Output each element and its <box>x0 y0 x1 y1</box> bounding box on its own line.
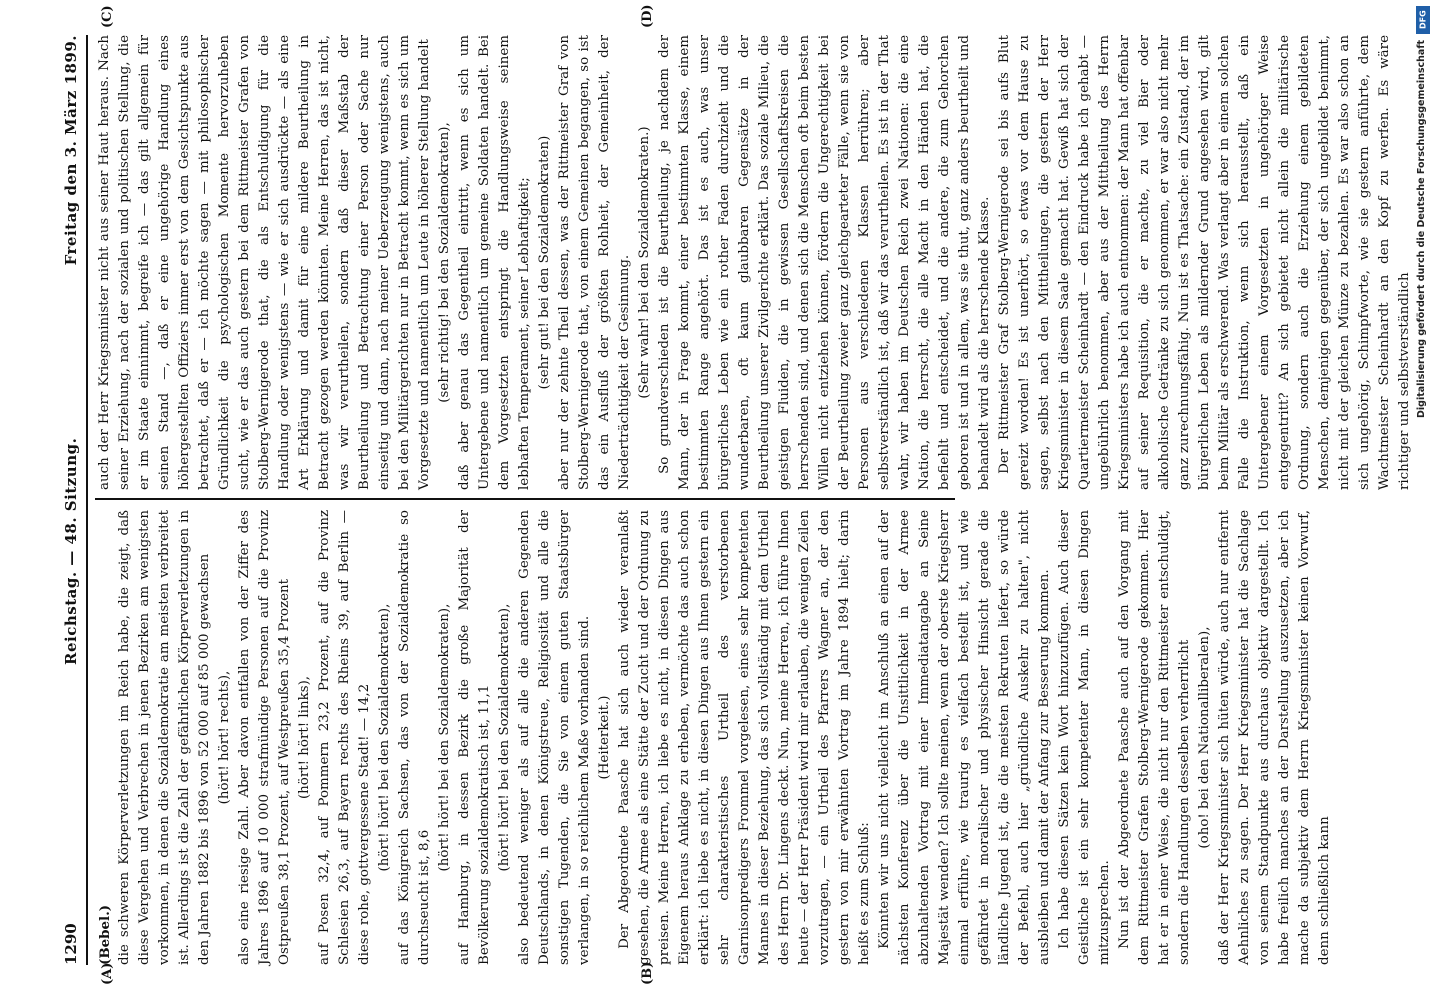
paragraph: auf Hamburg, in dessen Bezirk die große Majorität der Bevölkerung sozialdemokratisch ist, 11,1 <box>457 510 492 965</box>
paragraph: auch der Herr Kriegsminister nicht aus seiner Haut heraus. Nach seiner Erziehung, nach der sozialen und politischen Stellung, die er im Staate einnimmt, begreife ich — das gilt allgemein für seinen Stand —, daß er eine ungehörige Handlung eines höhergestellten Offiziers immer erst von dem Gesichtspunkte aus betrachtet, daß er — ich möchte sagen — mit philosophischer Gründlichkeit die psychologischen Momente hervorzuheben sucht, wie er das auch gestern bei dem Rittmeister Grafen von Stolberg-Wernigerode that, die als Entschuldigung für die Handlung oder wenigstens — wie er sich ausdrückte — als eine Art Erklärung und damit für eine mildere Beurtheilung in Betracht gezogen werden könnten. Meine Herren, das ist nicht, was wir verurtheilen, sondern daß dieser Maßstab der Beurtheilung und Betrachtung einer Person oder Sache nur einseitig und dann, nach meiner Ueberzeugung wenigstens, auch bei den Militärgerichten nur in Betracht kommt, wenn es sich um Vorgesetzte und namentlich um Leute in höherer Stellung handelt <box>97 35 432 490</box>
paragraph: Nun ist der Abgeordnete Paasche auch auf den Vorgang mit dem Rittmeister Grafen Stolberg-Wernigerode gekommen. Hier hat er in einer Weise, die nicht nur den Rittmeister entschuldigt, sondern die Handlungen desselben verherrlicht <box>1117 510 1192 965</box>
margin-mark-d: (D) <box>640 4 655 28</box>
interjection: (hört! hört! rechts), <box>217 670 232 805</box>
paragraph: aber nur der zehnte Theil dessen, was der Rittmeister Graf von Stolberg-Wernigerode that, von einem Gemeinen begangen, so ist das ein Ausfluß der größten Rohheit, der Gemeinheit, der Niederträchtigkeit der Gesinnung. <box>557 35 632 490</box>
left-column <box>95 510 1335 965</box>
interjection: (hört! hört! links), <box>297 675 312 800</box>
interjection: (Sehr wahr! bei den Sozialdemokraten.) <box>637 126 652 399</box>
margin-mark-c: (C) <box>100 5 115 28</box>
interjection: (Heiterkeit.) <box>597 695 612 780</box>
quotation: Könnten wir uns nicht vielleicht im Anschluß an einen auf der nächsten Konferenz über die Unsittlichkeit in der Armee abzuhaltenden Vortrag mit einer Immediatangabe an Seine Majestät wenden? Ich sollte meinen, wenn der oberste Kriegsherr einmal erführe, wie traurig es vielfach bestellt ist, und wie gefährdet in moralischer und physischer Hinsicht gerade die ländliche Jugend ist, die die meisten Rekruten liefert, so würde der Befehl, auch hier „gründliche Auskehr zu halten", nicht ausbleiben und damit der Anfang zur Besserung kommen. <box>877 510 1052 965</box>
interjection: (sehr richtig! bei den Sozialdemokraten), <box>437 122 452 403</box>
interjection: (hört! hört! bei den Sozialdemokraten), <box>497 603 512 872</box>
paragraph: Der Abgeordnete Paasche hat sich auch wieder veranlaßt gesehen, die Armee als eine Stätte der Zucht und der Ordnung zu preisen. Meine Herren, ich liebe es nicht, in diesen Dingen aus Eigenem heraus Anklage zu erheben, vermöchte das auch schon erklärt: ich liebe es nicht, in diesen Dingen aus Ihnen gestern ein sehr charakteristisches Urtheil des verstorbenen Garnisonpredigers Frommel vorgelesen, eines sehr kompetenten Mannes in dieser Beziehung, das sich vollständig mit dem Urtheil des Herrn Dr. Lingens deckt. Nun, meine Herren, ich führe Ihnen heute — der Herr Präsident wird mir erlauben, die wenigen Zeilen vorzutragen, — ein Urtheil des Pfarrers Wagner an, der den gestern von mir erwähnten Vortrag im Jahre 1894 hielt; darin heißt es zum Schluß: <box>617 510 872 965</box>
interjection: (hört! hört! bei den Sozialdemokraten), <box>437 603 452 872</box>
right-column <box>95 35 1412 490</box>
paragraph: auf das Königreich Sachsen, das von der Sozialdemokratie so durchseucht ist, 8,6 <box>397 510 432 965</box>
running-head: Reichstag. — 48. Sitzung. <box>62 437 80 665</box>
paragraph: daß der Herr Kriegsminister sich hüten würde, auch nur entfernt Aehnliches zu sagen. Der Herr Kriegsminister hat die Sachlage von seinem Standpunkte aus durchaus objektiv dargestellt. Ich habe freilich manches an der Darstellung auszusetzen, aber ich mache da subjektiv dem Herrn Kriegsminister keinen Vorwurf, denn schließlich kann <box>1217 510 1332 965</box>
speaker-label: (Bebel.) <box>97 904 113 965</box>
interjection: (oho! bei den Nationalliberalen), <box>1197 626 1212 849</box>
paragraph: Ich habe diesen Sätzen kein Wort hinzuzufügen. Auch dieser Geistliche ist ein sehr kompetenter Mann, in diesen Dingen mitzusprechen. <box>1057 510 1112 965</box>
dfg-logo: DFG <box>1416 6 1430 34</box>
paragraph: daß aber genau das Gegentheil eintritt, wenn es sich um Untergebene und namentlich um gemeine Soldaten handelt. Bei dem Vorgesetzten entspringt die Handlungsweise seinem lebhaften Temperament, seiner Lebhaftigkeit; <box>457 35 532 490</box>
paragraph: also eine riesige Zahl. Aber davon entfallen von der Ziffer des Jahres 1896 auf 10 000 strafmündige Personen auf die Provinz Ostpreußen 38,1 Prozent, auf Westpreußen 35,4 Prozent <box>237 510 292 965</box>
page-number: 1290 <box>62 923 80 965</box>
session-date: Freitag den 3. März 1899. <box>62 35 80 266</box>
digitization-stamp <box>1416 6 1430 986</box>
paragraph: auf Posen 32,4, auf Pommern 23,2 Prozent, auf die Provinz Schlesien 26,3, auf Bayern rechts des Rheins 39, auf Berlin — diese rohe, gottvergessene Stadt! — 14,2 <box>317 510 372 965</box>
column-rule <box>95 498 955 500</box>
paragraph: also bedeutend weniger als auf alle die anderen Gegenden Deutschlands, in denen Königstreue, Religiosität und alle die sonstigen Tugenden, die Sie von einem guten Staatsbürger verlangen, in so reichlichem Maße vorhanden sind. <box>517 510 592 965</box>
interjection: (sehr gut! bei den Sozialdemokraten) <box>537 135 552 390</box>
paragraph: So grundverschieden ist die Beurtheilung, je nachdem der Mann, der in Frage kommt, einer bestimmten Klasse, einem bestimmten Range angehört. Das ist es auch, was unser bürgerliches Leben wie ein rother Faden durchzieht und die wunderbaren, oft kaum glaubbaren Gegensätze in der Beurtheilung unserer Zivilgerichte erklärt. Das soziale Milieu, die geistigen Fluiden, die in gewissen Gesellschaftskreisen die herrschenden sind, und denen sich die Menschen oft beim besten Willen nicht entziehen können, fördern die Ungerechtigkeit bei der Beurtheilung zweier ganz gleichgearteter Fälle, wenn sie von Personen aus verschiedenen Klassen herrühren; aber selbstverständlich ist, daß wir das verurtheilen. Es ist in der That wahr, wir haben im Deutschen Reich zwei Nationen: die eine Nation, die herrscht, die alle Macht in den Händen hat, die befiehlt und entscheidet, und die andere, die zum Gehorchen geboren ist und in allem, was sie thut, ganz anders beurtheilt und behandelt wird als die herrschende Klasse. <box>657 35 992 490</box>
paragraph: Der Rittmeister Graf Stolberg-Wernigerode sei bis aufs Blut gereizt worden! Es ist unerhört, so etwas vor dem Hause zu sagen, selbst nach den Mittheilungen, die gestern der Herr Kriegsminister in diesem Saale gemacht hat. Gewiß hat sich der Quartiermeister Scheinhardt — den Eindruck habe ich gehabt — ungebührlich benommen, aber aus der Mittheilung des Herrn Kriegsministers habe ich auch entnommen: der Mann hat offenbar auf seiner Requisition, die er machte, zu viel Bier oder alkoholische Getränke zu sich genommen, er war also nicht mehr ganz zurechnungsfähig. Nun ist es Thatsache: ein Zustand, der im bürgerlichen Leben als mildernder Grund angesehen wird, gilt beim Militär als erschwerend. Was verlangt aber in einem solchen Falle die Instruktion, wenn sich herausstellt, daß ein Untergebener einem Vorgesetzten in ungehöriger Weise entgegentritt? An sich gebietet nicht allein die militärische Ordnung, sondern auch die Erziehung einem gebildeten Menschen, demjenigen gegenüber, der sich ungebildet benimmt, nicht mit der gleichen Münze zu bezahlen. Es war also schon an sich ungehörig, Schimpfworte, wie sie gestern anführte, dem Wachtmeister Scheinhardt an den Kopf zu werfen. Es wäre richtiger und selbstverständlich <box>997 35 1412 490</box>
margin-mark-b: (B) <box>640 961 655 985</box>
page-header <box>60 35 88 965</box>
interjection: (hört! hört! bei den Sozialdemokraten), <box>377 603 392 872</box>
margin-mark-a: (A) <box>100 962 115 985</box>
digitization-credit: Digitalisierung gefördert durch die Deutsche Forschungsgemeinschaft <box>1416 40 1427 418</box>
paragraph: die schweren Körperverletzungen im Reich habe, die zeigt, daß diese Vergehen und Verbrechen in jenen Bezirken am wenigsten vorkommen, in denen die Sozialdemokratie am meisten verbreitet ist. Allerdings ist die Zahl der gefährlichen Körperverletzungen in den Jahren 1882 bis 1896 von 52 000 auf 85 000 gewachsen <box>117 510 212 965</box>
